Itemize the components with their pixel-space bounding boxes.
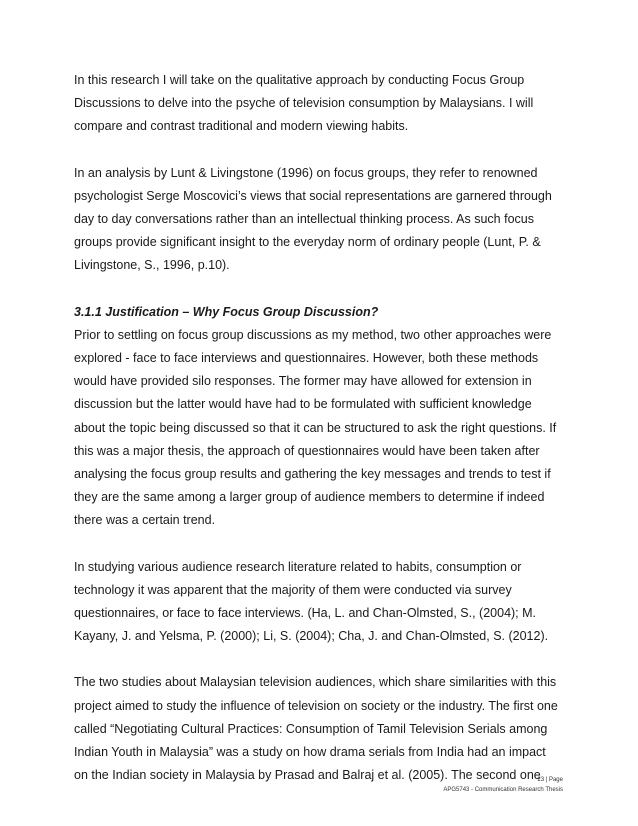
text-line: there was a certain trend. (74, 513, 216, 528)
text-line: would have provided silo responses. The former may have allowed for extension in (74, 374, 532, 389)
text-line: they are the same among a larger group of audience members to determine if indeed (74, 490, 545, 505)
course-title: APG5743 - Communication Research Thesis (443, 787, 563, 793)
text-line: Livingstone, S., 1996, p.10). (74, 258, 230, 273)
paragraph-justification (74, 324, 574, 533)
text-line: technology it was apparent that the majority of them were conducted via survey (74, 582, 512, 597)
paragraph-lunt-livingstone (74, 162, 574, 278)
text-line: psychologist Serge Moscovici’s views that social representations are garnered through (74, 188, 552, 203)
text-line: on the Indian society in Malaysia by Prasad and Balraj et al. (2005). The second one (74, 768, 541, 783)
text-line: this was a major thesis, the approach of questionnaires would have been taken after (74, 443, 540, 458)
text-line: about the topic being discussed so that it can be structured to ask the right questions. If (74, 420, 557, 435)
paragraph-literature (74, 556, 574, 649)
text-line: In studying various audience research literature related to habits, consumption or (74, 559, 522, 574)
paragraph-gap (74, 139, 574, 162)
text-line: In this research I will take on the qualitative approach by conducting Focus Group (74, 73, 525, 87)
text-line: analysing the focus group results and gathering the key messages and trends to test if (74, 467, 551, 482)
paragraph-malaysian-studies (74, 671, 574, 787)
text-line: day to day conversations rather than an intellectual thinking process. As such focus (74, 212, 534, 227)
text-line: Prior to settling on focus group discussions as my method, two other approaches were (74, 327, 552, 342)
text-line: compare and contrast traditional and modern viewing habits. (74, 119, 409, 134)
page-body (74, 69, 574, 787)
text-line: Indian Youth in Malaysia” was a study on how drama serials from India had an impact (74, 745, 546, 760)
text-line: Discussions to delve into the psyche of television consumption by Malaysians. I will (74, 96, 534, 111)
text-line: The two studies about Malaysian television audiences, which share similarities with this (74, 675, 557, 690)
page-number: 23 | Page (537, 777, 563, 783)
text-line: In an analysis by Lunt & Livingstone (1996) on focus groups, they refer to renowned (74, 165, 538, 180)
text-line: Kayany, J. and Yelsma, P. (2000); Li, S. (2004); Cha, J. and Chan-Olmsted, S. (2012). (74, 629, 549, 644)
text-line: called “Negotiating Cultural Practices: Consumption of Tamil Television Serials among (74, 721, 548, 736)
text-line: project aimed to study the influence of television on society or the industry. The first one (74, 698, 558, 713)
paragraph-gap (74, 648, 574, 671)
paragraph-approach (74, 69, 574, 139)
text-line: groups provide significant insight to the everyday norm of ordinary people (Lunt, P. & (74, 235, 541, 250)
text-line: questionnaires, or face to face interviews. (Ha, L. and Chan-Olmsted, S., (2004); M. (74, 606, 537, 621)
text-line: discussion but the latter would have had to be formulated with sufficient knowledge (74, 397, 532, 412)
section-heading: 3.1.1 Justification – Why Focus Group Discussion? (74, 304, 379, 319)
text-line: explored - face to face interviews and questionnaires. However, both these methods (74, 351, 539, 366)
paragraph-gap (74, 278, 574, 301)
page-footer (443, 775, 563, 795)
paragraph-gap (74, 533, 574, 556)
